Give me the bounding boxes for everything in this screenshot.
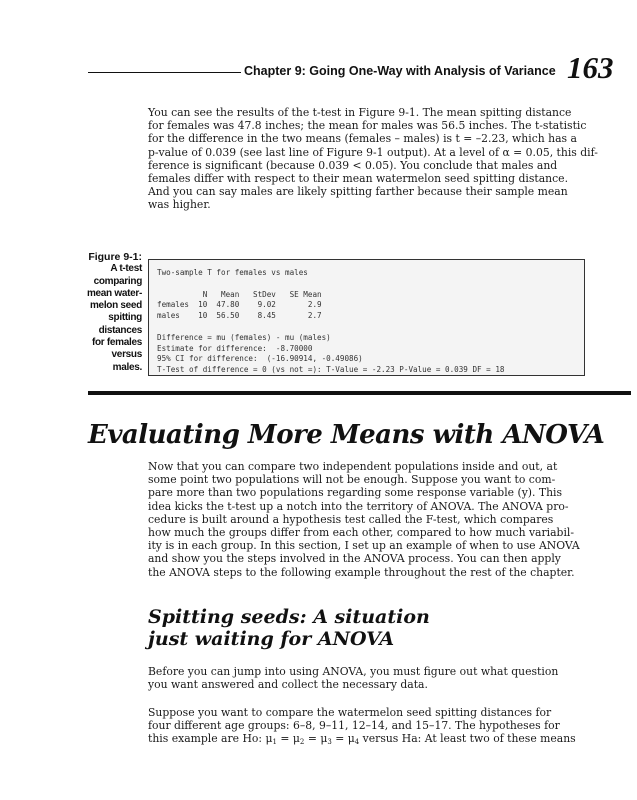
caption-line: mean water- bbox=[86, 287, 142, 299]
output-line: Difference = mu (females) - mu (males) bbox=[157, 332, 331, 342]
output-line: 95% CI for difference: (-16.90914, -0.49086) bbox=[157, 354, 363, 364]
text-line: Before you can jump into using ANOVA, you must figure out what question bbox=[148, 665, 559, 678]
text-line: was higher. bbox=[148, 198, 211, 212]
ttest-output bbox=[157, 268, 504, 376]
caption-line: males. bbox=[112, 361, 142, 373]
figure-label: Figure 9-1: bbox=[88, 251, 142, 263]
subsection-heading-line: just waiting for ANOVA bbox=[148, 628, 395, 650]
caption-line: spitting bbox=[108, 312, 142, 324]
text-line: p-value of 0.039 (see last line of Figure 9-1 output). At a level of α = 0.05, this dif- bbox=[148, 145, 598, 159]
caption-line: versus bbox=[111, 349, 142, 361]
figure-output-box bbox=[148, 259, 585, 376]
hypothesis-line: this example are Ho: $\mu_1 = \mu_2 = \mu_3 = \mu_4$ versus Ha: At least two of these means bbox=[148, 732, 576, 747]
output-line: Estimate for difference: -8.70000 bbox=[157, 343, 313, 353]
header-rule bbox=[88, 72, 241, 73]
text-line: cedure is built around a hypothesis test called the F-test, which compares bbox=[148, 512, 554, 526]
text-line: ference is significant (because 0.039 < 0.05). You conclude that males and bbox=[148, 158, 558, 172]
intro-paragraph bbox=[148, 106, 598, 212]
figure-caption bbox=[78, 251, 142, 374]
text-line: for the difference in the two means (females – males) is t = –2.23, which has a bbox=[148, 132, 577, 146]
section-heading: Evaluating More Means with ANOVA bbox=[88, 420, 605, 450]
output-line: Two-sample T for females vs males bbox=[157, 268, 308, 277]
text-line: Suppose you want to compare the watermelon seed spitting distances for bbox=[148, 706, 552, 719]
text-line: ity is in each group. In this section, I set up an example of when to use ANOVA bbox=[148, 539, 580, 553]
text-line: You can see the results of the t-test in Figure 9-1. The mean spitting distance bbox=[148, 106, 572, 119]
subsection-heading bbox=[148, 606, 430, 650]
subsection-paragraph-2 bbox=[148, 706, 576, 750]
text-line: females differ with respect to their mean watermelon seed spitting distance. bbox=[148, 172, 569, 186]
text-line: some point two populations will not be enough. Suppose you want to com- bbox=[148, 473, 556, 487]
subsection-heading-line: Spitting seeds: A situation bbox=[148, 606, 430, 628]
text-line: and show you the steps involved in the ANOVA process. You can then apply bbox=[148, 552, 561, 566]
caption-line: distances bbox=[98, 324, 142, 336]
caption-line: melon seed bbox=[89, 300, 142, 312]
output-line: T-Test of difference = 0 (vs not =): T-Value = -2.23 P-Value = 0.039 DF = 18 bbox=[157, 365, 505, 375]
text-line: four different age groups: 6–8, 9–11, 12–14, and 15–17. The hypotheses for bbox=[148, 719, 560, 733]
text-line: And you can say males are likely spitting farther because their sample mean bbox=[148, 185, 568, 199]
text-line: how much the groups differ from each other, compared to how much variabil- bbox=[148, 526, 575, 540]
text-line: you want answered and collect the necessary data. bbox=[148, 678, 428, 692]
section-paragraph bbox=[148, 460, 580, 579]
output-line: males 10 56.50 8.45 2.7 bbox=[157, 311, 322, 321]
caption-line: for females bbox=[91, 337, 142, 349]
text-line: Now that you can compare two independent populations inside and out, at bbox=[148, 460, 558, 473]
text-line: the ANOVA steps to the following example throughout the rest of the chapter. bbox=[148, 565, 575, 579]
output-line: females 10 47.80 9.02 2.9 bbox=[157, 300, 322, 310]
text-line: pare more than two populations regarding some response variable (y). This bbox=[148, 486, 563, 500]
chapter-title: Chapter 9: Going One-Way with Analysis of Variance bbox=[244, 64, 556, 78]
text-line: idea kicks the t-test up a notch into the territory of ANOVA. The ANOVA pro- bbox=[148, 499, 569, 513]
section-divider bbox=[88, 391, 631, 395]
subsection-paragraph-1 bbox=[148, 665, 559, 692]
output-line: N Mean StDev SE Mean bbox=[157, 289, 322, 299]
caption-line: A t-test bbox=[110, 263, 142, 275]
caption-line: comparing bbox=[93, 275, 142, 287]
text-line: for females was 47.8 inches; the mean for males was 56.5 inches. The t-statistic bbox=[148, 119, 587, 133]
page-number: 163 bbox=[567, 50, 614, 85]
